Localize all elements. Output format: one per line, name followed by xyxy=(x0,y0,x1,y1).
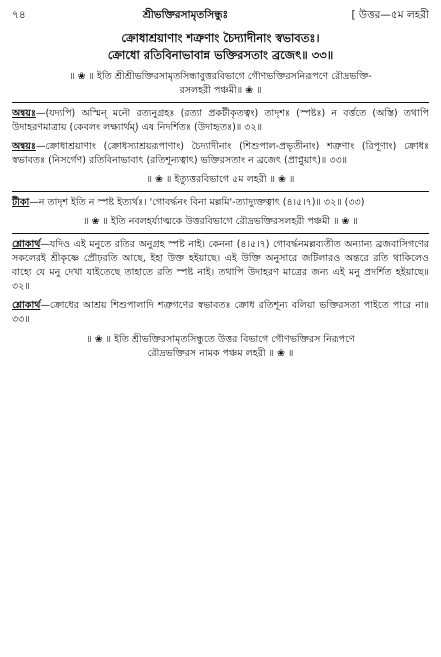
running-title: শ্রীভক্তিরসামৃতসিন্ধুঃ xyxy=(142,9,229,21)
tika-text: —ন তাদৃশ ইতি ন স্পষ্ট ইত্যর্থঃ। 'গোবর্দ্ধনং বিনা মল্লমি'-ত্যাদ্যুক্তত্বাৎ (৪।৫।৭)॥ ৩২॥ (৩৩) xyxy=(29,197,365,208)
anvaya-text: —(যদ্যপি) অস্মিন্ মনৌ রত্যনুগ্রহঃ (রত্যা প্রকটীকৃতত্বং) তাদৃশঃ (স্পষ্টঃ) ন বর্ত্ততে (অস্তি) তথাপি উদাহরণমাত্রায় (কেবলং লক্ষ্যার্থম্) এষ নিদর্শিতঃ (উদাহৃতঃ)॥ ৩২॥ xyxy=(12,108,429,133)
section-divider xyxy=(12,191,429,192)
shlokartha-text: —ক্রোধের আশ্রয় শিশুপালাদি শত্রুগণের স্বভাবতঃ ক্রোধ রতিশূন্য বলিয়া ভক্তিরসতা পাইতে পারে না॥ ৩৩॥ xyxy=(12,300,429,325)
colophon-line-1: ॥ ❀ ॥ ইতি শ্রীশ্রীভক্তিরসামৃতসিন্ধাবুত্তরবিভাগে গৌণভক্তিরসনিরূপণে রৌদ্রভক্তি- xyxy=(69,71,372,82)
verse-line-2: ক্রোধো রতিবিনাভাবান্ন ভক্তিরসতাং ব্রজেৎ॥ ৩৩॥ xyxy=(107,48,334,62)
anvaya-label: অন্বয়ঃ xyxy=(12,141,36,152)
colophon-tika-end: ॥ ❀ ॥ ইতি নবলহর্য্যাত্মকে উত্তরবিভাগে রৌদ্রভক্তিরসলহরী পঞ্চমী ॥ ❀ ॥ xyxy=(83,216,358,227)
section-divider xyxy=(12,102,429,103)
shlokartha-33 xyxy=(12,299,429,327)
section-divider xyxy=(12,233,429,234)
anvaya-text: —ক্রোধাশ্রয়াণাং (ক্রোধস্যাশ্রয়রূপাণাং) চৈদ্যাদীনাং (শিশুপাল-প্রভৃতীনাং) শত্রুণাং (রিপূণাং) ক্রোধঃ স্বভাবতঃ (নিসর্গেণ) রতিবিনাভাবাৎ (রতিশূন্যত্বাৎ) ভক্তিরসতাং ন ব্রজেৎ (প্রাপ্নুয়াৎ)॥ ৩৩॥ xyxy=(12,141,429,166)
colophon-section-end: ॥ ❀ ॥ ইত্যুত্তরবিভাগে ৫ম লহরী ॥ ❀ ॥ xyxy=(146,174,295,185)
colophon-line-2: রৌদ্রভক্তিরস নামক পঞ্চম লহরী ॥ ❀ ॥ xyxy=(147,348,294,359)
section-label: [ উত্তর—৫ম লহরী xyxy=(351,9,429,21)
shlokartha-32 xyxy=(12,238,429,294)
page-header xyxy=(12,8,429,26)
colophon-bengali xyxy=(12,333,429,361)
anvaya-label: অন্বয়ঃ xyxy=(12,108,36,119)
colophon-sanskrit xyxy=(12,70,429,98)
anvaya-32 xyxy=(12,107,429,135)
tika-label: টীকা xyxy=(12,197,30,208)
colophon-line-1: ॥ ❀ ॥ ইতি শ্রীভক্তিরসামৃতসিন্ধুতে উত্তর বিভাগে গৌণভক্তিরস নিরূপণে xyxy=(86,334,355,345)
sanskrit-verse xyxy=(12,30,429,64)
tika-commentary xyxy=(12,196,429,210)
colophon-line-2: রসলহরী পঞ্চমী॥ ❀ ॥ xyxy=(179,85,262,96)
page-number: ৭৪ xyxy=(12,9,26,21)
shlokartha-text: —যদিও এই মনুতে রতির অনুগ্রহ স্পষ্ট নাই। কেননা (৪।৫।৭) গোবর্দ্ধনমল্লব্যতীত অন্যান্য ব্রজবাসিগণের সকলেরই শ্রীকৃষ্ণে প্রৌঢ়রতি আছে, ইহা উক্ত হইয়াছে। এই উক্তি অনুসারে জটিলারও অন্তরে রতি থাকিলেও বাহ্যে যে মনু দেখা যাইতেছে তাহাতে রতি স্পষ্ট নাই। তথাপি উদাহরণ মাত্রের জন্য এই মনু প্রদর্শিত হইয়াছে॥ ৩২॥ xyxy=(12,239,429,292)
shlokartha-label: শ্লোকার্থ xyxy=(12,239,41,250)
shlokartha-label: শ্লোকার্থ xyxy=(12,300,41,311)
verse-line-1: ক্রোধাশ্রয়াণাং শত্রুণাং চৈদ্যাদীনাং স্বভাবতঃ। xyxy=(121,31,320,45)
anvaya-33 xyxy=(12,140,429,168)
